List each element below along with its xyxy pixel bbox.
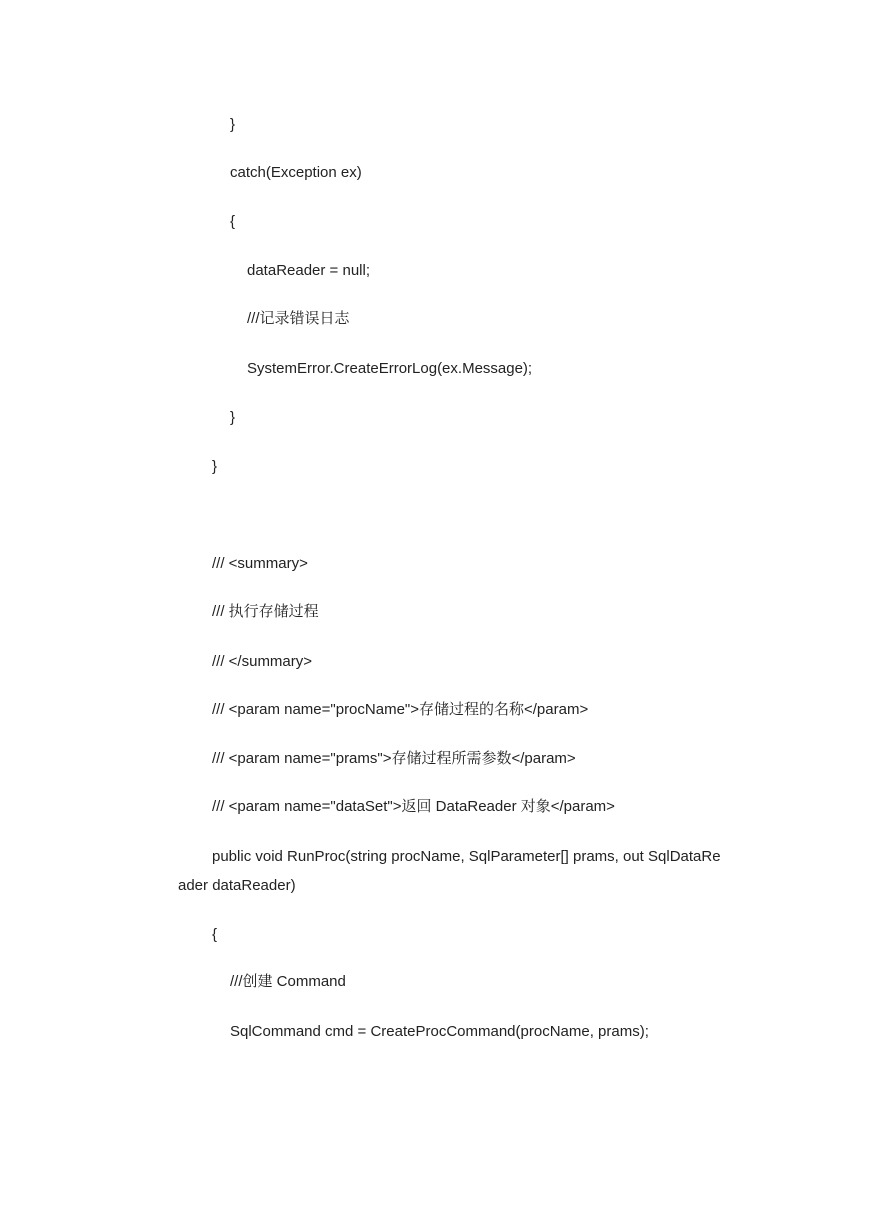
code-line-catch: catch(Exception ex) (230, 164, 362, 181)
code-line-method-signature: public void RunProc(string procName, SqlParameter[] prams, out SqlDataRe (212, 848, 721, 865)
code-line-method-signature-wrap: ader dataReader) (178, 877, 296, 894)
code-line-open-brace-catch: { (230, 213, 236, 230)
code-line-create-error-log: SystemError.CreateErrorLog(ex.Message); (247, 360, 533, 377)
code-line-param-prams: /// <param name="prams">存储过程所需参数</param> (212, 750, 576, 767)
code-line-param-dataset: /// <param name="dataSet">返回 DataReader 对象</param> (212, 798, 615, 815)
code-line-close-brace-catch: } (230, 409, 236, 426)
code-line-create-proc-command: SqlCommand cmd = CreateProcCommand(procName, prams); (230, 1023, 649, 1040)
code-line-comment-create-command: ///创建 Command (230, 973, 346, 990)
code-line-comment-log-error: ///记录错误日志 (247, 310, 350, 327)
code-line-open-brace-method: { (212, 926, 218, 943)
code-line-summary-close: /// </summary> (212, 653, 313, 670)
code-line-close-brace-method: } (212, 458, 218, 475)
code-line-summary-text: /// 执行存储过程 (212, 603, 319, 620)
code-line-close-brace-try: } (230, 116, 236, 133)
code-line-summary-open: /// <summary> (212, 555, 308, 572)
code-line-param-procname: /// <param name="procName">存储过程的名称</param> (212, 701, 589, 718)
code-line-datareader-null: dataReader = null; (247, 262, 371, 279)
